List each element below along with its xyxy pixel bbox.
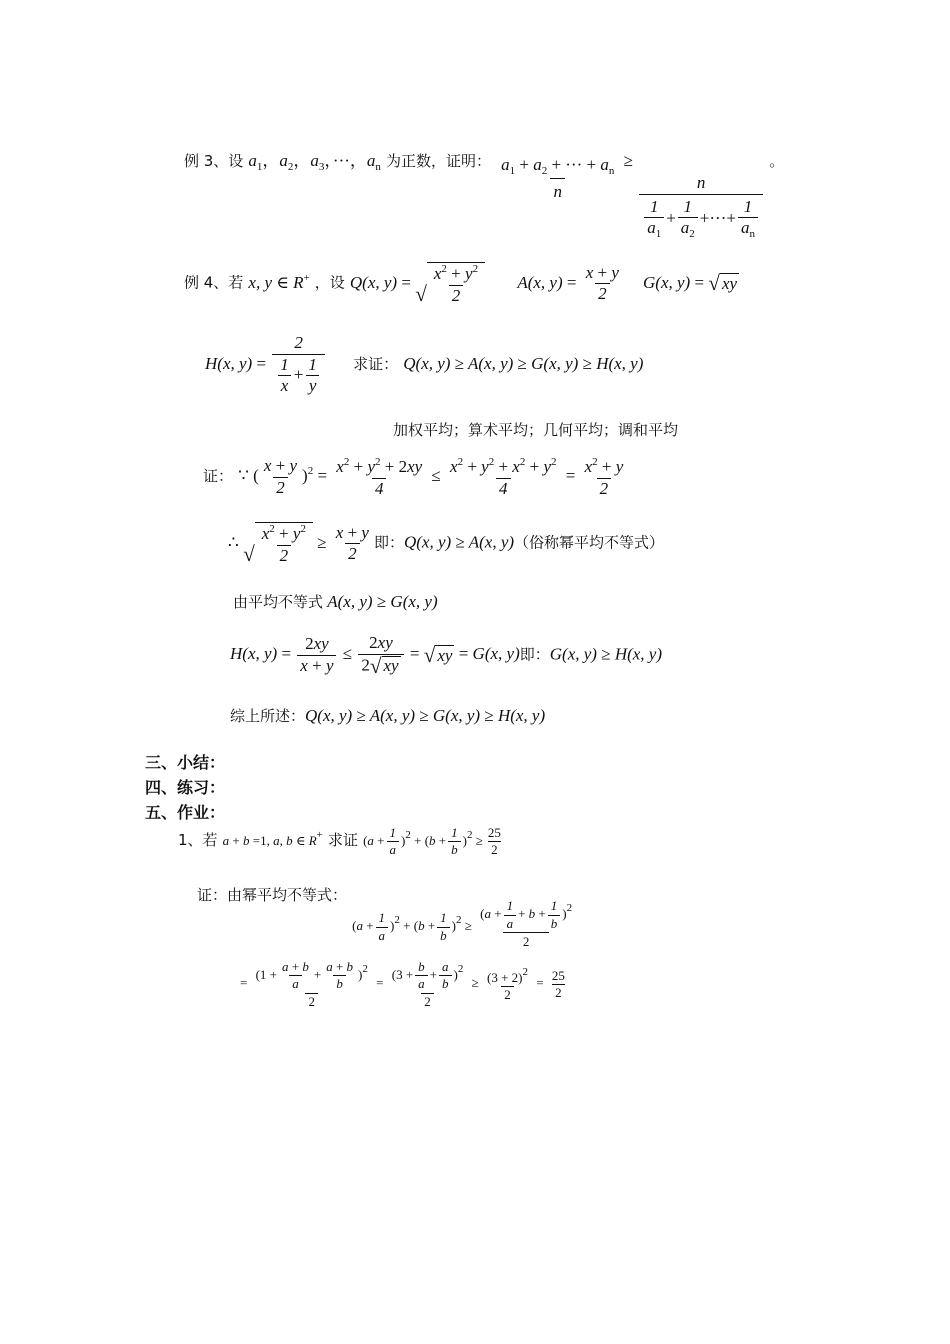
- prove-label: 求证：: [353, 354, 399, 373]
- section-practice: 四、练习：: [145, 778, 226, 797]
- h-definition: H(x, y) = 2 $\frac{1}{x}$ + $\frac{1}{y}$: [205, 354, 331, 373]
- g-ge-h: G(x, y) ≥ H(x, y): [549, 644, 663, 664]
- q-ge-a: Q(x, y) ≥ A(x, y): [403, 532, 515, 552]
- section-summary: 三、小结：: [145, 753, 226, 772]
- example-4-domain: x, y ∈ R+: [248, 271, 310, 292]
- means-caption: 加权平均；算术平均；几何平均；调和平均: [393, 421, 679, 439]
- homework-1-prove: 求证: [327, 830, 358, 849]
- example-4-set-text: ，设: [314, 273, 345, 292]
- q-definition: Q(x, y) = √ $\frac{x^2 + y^2}{2}$: [350, 273, 489, 292]
- proof-line-1: [203, 456, 628, 498]
- g-definition: G(x, y) = √ xy: [643, 271, 738, 296]
- homework-1-number: 1、若: [178, 830, 218, 849]
- example-3-label: 例 3、设: [184, 152, 244, 170]
- proof-line-2: [228, 522, 664, 565]
- example-4-label: 例 4、若: [184, 273, 244, 292]
- example-3-end: 。: [769, 152, 785, 170]
- a-definition: A(x, y) = $\frac{x + y}{2}$: [517, 262, 619, 304]
- homework-1: [178, 826, 506, 858]
- homework-1-proof-line-1: [197, 884, 577, 949]
- example-3-sequence: $a_1$，$a_2$，$a_3$，···，$a_n$: [248, 151, 381, 173]
- prove-chain: Q(x, y) ≥ A(x, y) ≥ G(x, y) ≥ H(x, y): [403, 353, 644, 373]
- summary-label: 综上所述：: [230, 707, 306, 725]
- homework-1-statement: (a + $\frac{1}{a}$ )$^2$ + (b + $\frac{1}{b}$ )$^2$ ≥ $\frac{25}{2}$: [363, 825, 501, 858]
- example-3-condition: 为正数，证明：: [385, 152, 491, 170]
- homework-1-proof-line-2: [240, 960, 570, 1009]
- homework-1-condition: a + b =1, a, b ∈ R+: [222, 828, 323, 848]
- by-mean-inequality: 由平均不等式: [233, 593, 324, 611]
- homework-1-proof-eq-1: (a + 1 a )2 + (b + 1 b )2 ≥ (a + 1 a + b + 1 b )2 2: [352, 898, 573, 949]
- proof-equation-1: ∵ ( $\frac{x + y}{2}$ )$^2$ = $\frac{x^2 + y^2 + 2xy}{4}$ ≤ $\frac{x^2 + y^2 + x^2 + y^2}{4}$ = $\frac{x^2 + y}{2}$: [238, 456, 624, 498]
- proof-start: 证：: [203, 467, 234, 486]
- section-homework: 五、作业：: [145, 803, 226, 822]
- ji-label-1: 即：: [373, 533, 404, 552]
- h-chain: H(x, y) = $\frac{2xy}{x + y}$ ≤ 2xy 2 √ xy = √ xy = G(x, y): [230, 633, 520, 678]
- proof-summary: [230, 705, 545, 726]
- example-4-definitions: [184, 262, 739, 305]
- proof-line-3: [233, 591, 438, 612]
- example-3: [184, 146, 784, 240]
- a-ge-g: A(x, y) ≥ G(x, y): [323, 592, 438, 611]
- example-3-inequality: $\frac{a_1 + a_2 + \cdot\cdot\cdot + a_n}{n}$ ≥ n $\frac{1}{a_1}$ + $\frac{1}{a_2}$ +···+ $\frac{1}{a_n}$: [496, 151, 769, 170]
- homework-1-proof-eq-2: = (1 + $\frac{a + b}{a}$ + $\frac{a + b}{b}$ )$^2$ 2 = (3 + $\frac{b}{a}$ + $\frac{a}{b}$ )$^2$ 2 ≥ $\frac{(3 + 2)^2}{2}$ = $\frac{25}{2}$: [240, 959, 565, 1009]
- proof-line-4: [230, 634, 662, 677]
- homework-1-proof-label: 证：由幂平均不等式：: [197, 886, 348, 904]
- h-definition-row: [205, 334, 643, 396]
- ji-label-2: 即：: [519, 645, 550, 664]
- proof-equation-2: ∴ √ $\frac{x^2 + y^2}{2}$ ≥ $\frac{x + y}{2}$: [228, 522, 369, 567]
- summary-chain: Q(x, y) ≥ A(x, y) ≥ G(x, y) ≥ H(x, y): [305, 706, 546, 725]
- power-mean-note: （俗称幂平均不等式）: [514, 533, 665, 552]
